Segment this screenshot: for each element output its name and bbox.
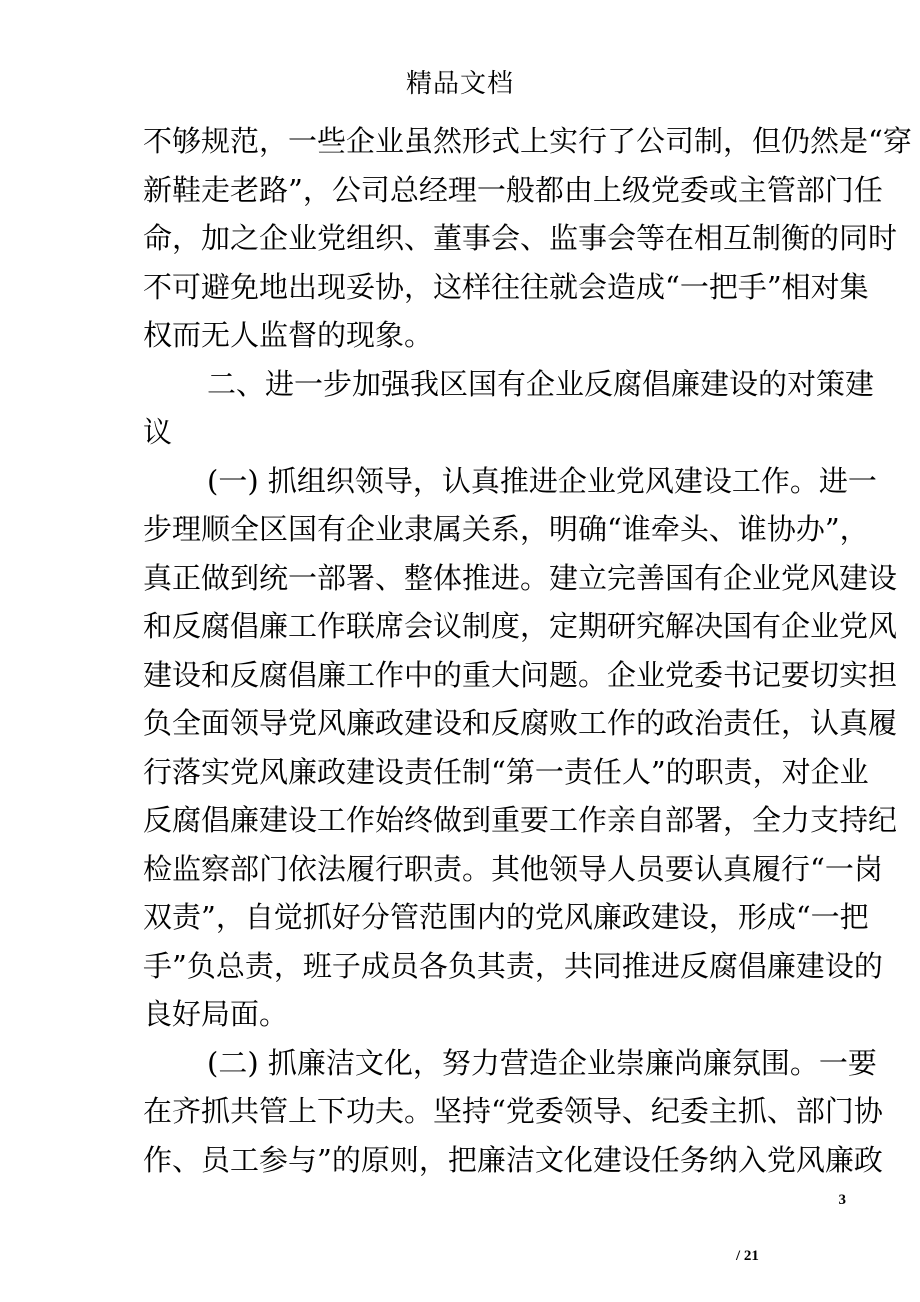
text-line: 新鞋走老路”，公司总经理一般都由上级党委或主管部门任 bbox=[143, 172, 883, 207]
text-line: 手”负总责，班子成员各负其责，共同推进反腐倡廉建设的 bbox=[143, 948, 883, 983]
page-number: 3 bbox=[838, 1192, 846, 1208]
text-line: 步理顺全区国有企业隶属关系，明确“谁牵头、谁协办”， bbox=[143, 512, 869, 546]
section-heading-line: 议 bbox=[143, 415, 173, 449]
text-line: 和反腐倡廉工作联席会议制度，定期研究解决国有企业党风 bbox=[143, 609, 898, 643]
text-line: 检监察部门依法履行职责。其他领导人员要认真履行“一岗 bbox=[143, 851, 883, 886]
text-line: 建设和反腐倡廉工作中的重大问题。企业党委书记要切实担 bbox=[143, 657, 898, 692]
text-line: 命，加之企业党组织、董事会、监事会等在相互制衡的同时 bbox=[143, 221, 898, 255]
text-line: 良好局面。 bbox=[143, 997, 289, 1031]
page-header-title: 精品文档 bbox=[405, 69, 514, 99]
text-line: 真正做到统一部署、整体推进。建立完善国有企业党风建设 bbox=[143, 560, 898, 595]
text-line: 作、员工参与”的原则，把廉洁文化建设任务纳入党风廉政 bbox=[143, 1142, 883, 1177]
text-line: 双责”，自觉抓好分管范围内的党风廉政建设，形成“一把 bbox=[143, 900, 869, 934]
text-line: 不够规范，一些企业虽然形式上实行了公司制，但仍然是“穿 bbox=[143, 124, 912, 158]
section-heading-line: 二、进一步加强我区国有企业反腐倡廉建设的对策建 bbox=[207, 366, 875, 401]
text-line: 权而无人监督的现象。 bbox=[143, 318, 434, 352]
text-line: 在齐抓共管上下功夫。坚持“党委领导、纪委主抓、部门协 bbox=[143, 1094, 883, 1128]
text-line: 反腐倡廉建设工作始终做到重要工作亲自部署，全力支持纪 bbox=[143, 803, 898, 837]
text-line: 行落实党风廉政建设责任制“第一责任人”的职责，对企业 bbox=[143, 754, 869, 789]
text-line: 不可避免地出现妥协，这样往往就会造成“一把手”相对集 bbox=[143, 269, 869, 304]
document-body bbox=[143, 117, 912, 1184]
page-total: / 21 bbox=[736, 1248, 759, 1264]
subsection-heading-line: (二) 抓廉洁文化，努力营造企业崇廉尚廉氛围。一要 bbox=[207, 1045, 877, 1080]
text-line: 负全面领导党风廉政建设和反腐败工作的政治责任，认真履 bbox=[143, 706, 898, 740]
subsection-heading-line: (一) 抓组织领导，认真推进企业党风建设工作。进一 bbox=[207, 463, 877, 498]
